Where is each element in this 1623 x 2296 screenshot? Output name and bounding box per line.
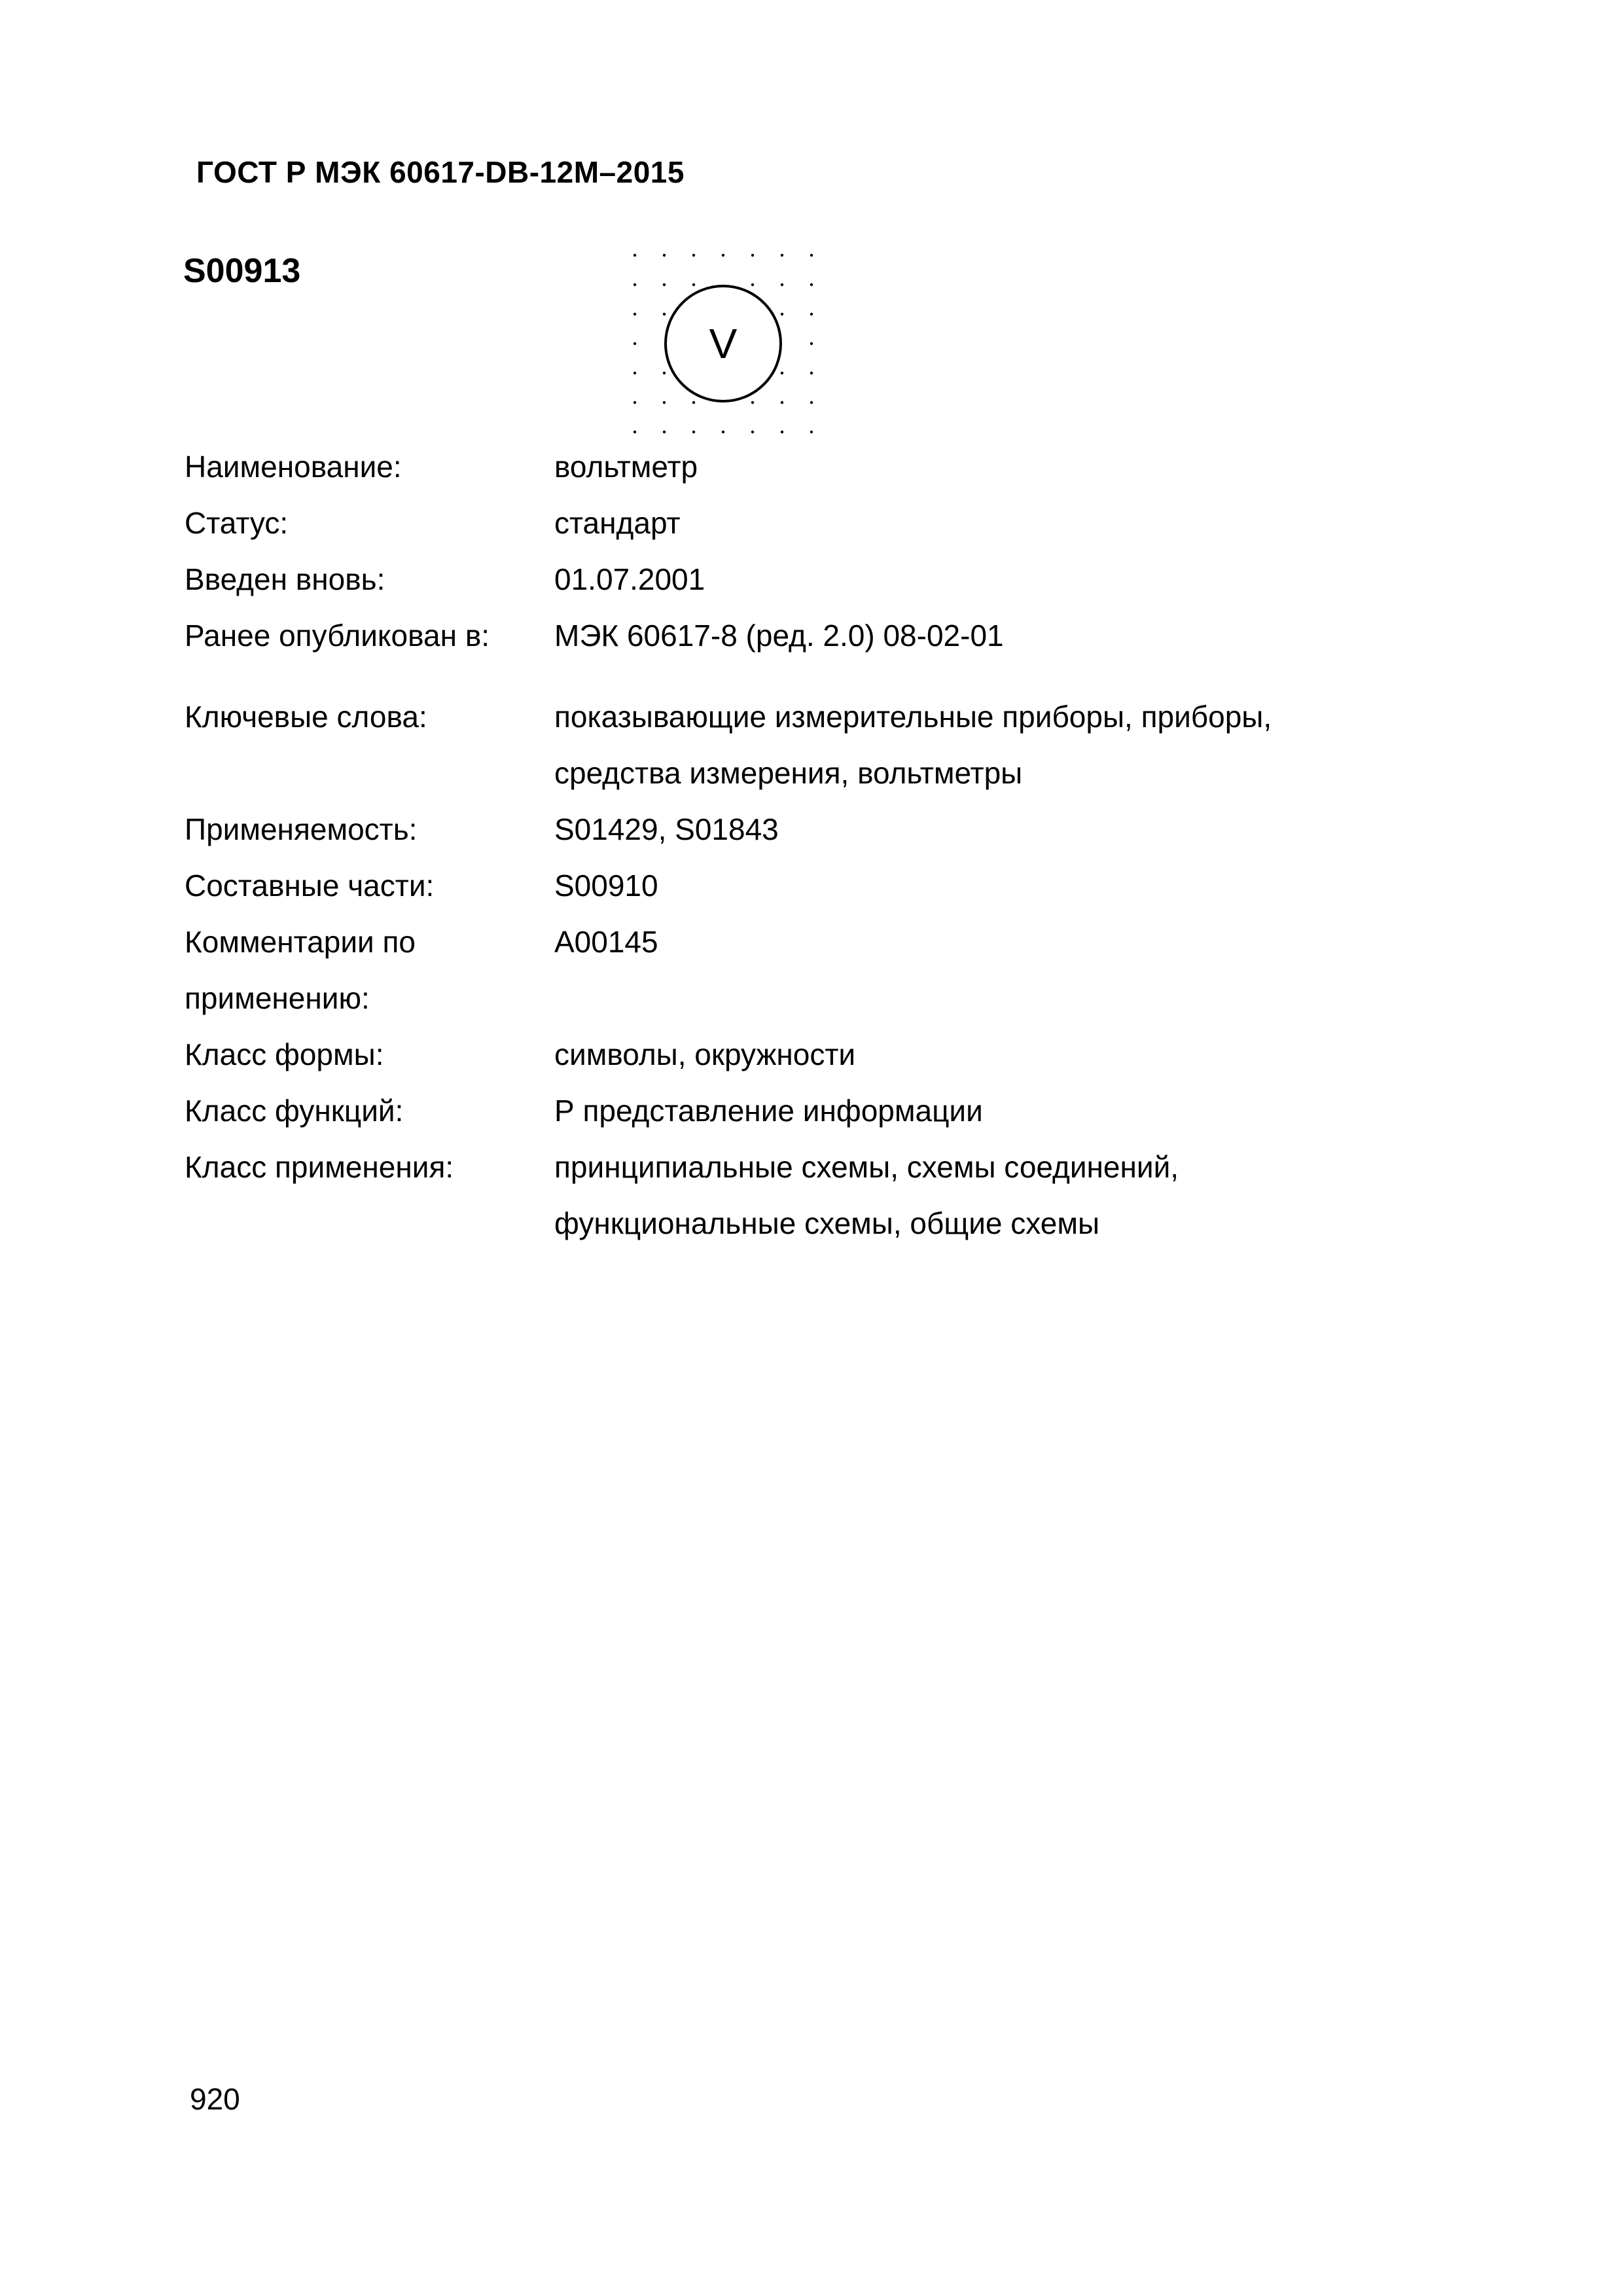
grid-dot xyxy=(663,254,666,257)
property-value-line: средства измерения, вольтметры xyxy=(554,756,1023,790)
property-value-line: 01.07.2001 xyxy=(554,562,705,596)
grid-dot xyxy=(663,283,666,286)
property-label: Класс формы: xyxy=(185,1037,384,1071)
grid-dot xyxy=(810,372,813,374)
grid-dot xyxy=(781,401,783,404)
property-value-line: функциональные схемы, общие схемы xyxy=(554,1206,1100,1240)
property-value-line: символы, окружности xyxy=(554,1037,856,1071)
grid-dot xyxy=(810,254,813,257)
property-value-line: стандарт xyxy=(554,506,681,540)
grid-dot xyxy=(633,283,636,286)
property-value-line: МЭК 60617-8 (ред. 2.0) 08-02-01 xyxy=(554,619,1004,653)
property-value xyxy=(554,551,1428,607)
property-value xyxy=(554,1026,1428,1083)
grid-dot xyxy=(722,254,724,257)
voltmeter-symbol-icon xyxy=(628,249,818,439)
property-label: Наименование: xyxy=(185,450,402,484)
grid-dot xyxy=(633,372,636,374)
symbol-code: S00913 xyxy=(183,252,301,290)
property-row xyxy=(185,551,1428,607)
property-value xyxy=(554,607,1428,664)
grid-dot xyxy=(810,283,813,286)
property-value xyxy=(554,1083,1428,1139)
property-value-line: вольтметр xyxy=(554,450,698,484)
property-value-line: A00145 xyxy=(554,925,658,959)
property-row xyxy=(185,1083,1428,1139)
property-value-line: S01429, S01843 xyxy=(554,812,779,846)
grid-dot xyxy=(751,254,754,257)
grid-dot xyxy=(751,283,754,286)
grid-dot xyxy=(633,313,636,315)
grid-dot xyxy=(633,342,636,345)
property-label: Применяемость: xyxy=(185,812,418,846)
property-value xyxy=(554,495,1428,551)
grid-dot xyxy=(633,431,636,433)
properties-list xyxy=(185,439,1428,1251)
grid-dot xyxy=(751,431,754,433)
property-row xyxy=(185,1139,1428,1251)
grid-dot xyxy=(722,431,724,433)
grid-dot xyxy=(781,254,783,257)
property-value-line: принципиальные схемы, схемы соединений, xyxy=(554,1150,1179,1184)
property-label: Статус: xyxy=(185,506,289,540)
grid-dot xyxy=(781,431,783,433)
property-row xyxy=(185,914,1428,1026)
grid-dot xyxy=(781,313,783,315)
property-label-line: применению: xyxy=(185,981,370,1015)
grid-dot xyxy=(810,342,813,345)
property-value xyxy=(554,914,1428,970)
grid-dot xyxy=(810,313,813,315)
property-value-line: показывающие измерительные приборы, приборы, xyxy=(554,700,1272,734)
symbol-letter: V xyxy=(709,320,738,367)
grid-dot xyxy=(633,401,636,404)
property-value-line: Р представление информации xyxy=(554,1094,983,1128)
property-row xyxy=(185,607,1428,664)
property-value xyxy=(554,857,1428,914)
property-value xyxy=(554,801,1428,857)
grid-dot xyxy=(663,431,666,433)
property-row xyxy=(185,689,1428,801)
property-value xyxy=(554,1139,1428,1251)
property-label: Ранее опубликован в: xyxy=(185,619,490,653)
grid-dot xyxy=(781,372,783,374)
grid-dot xyxy=(663,401,666,404)
symbol-drawing xyxy=(628,249,818,439)
grid-dot xyxy=(781,283,783,286)
property-label: Ключевые слова: xyxy=(185,700,427,734)
grid-dot xyxy=(692,431,695,433)
grid-dot xyxy=(810,401,813,404)
property-label xyxy=(185,914,554,1026)
property-label: Составные части: xyxy=(185,869,435,903)
property-value xyxy=(554,689,1428,801)
grid-dot xyxy=(633,254,636,257)
property-value xyxy=(554,439,1428,495)
grid-dot xyxy=(663,313,666,315)
property-label-line: Комментарии по xyxy=(185,925,416,959)
grid-dot xyxy=(663,372,666,374)
grid-dot xyxy=(692,283,695,286)
grid-dot xyxy=(751,401,754,404)
grid-dot xyxy=(810,431,813,433)
property-row xyxy=(185,1026,1428,1083)
property-row xyxy=(185,801,1428,857)
property-label: Введен вновь: xyxy=(185,562,385,596)
property-label: Класс функций: xyxy=(185,1094,404,1128)
property-value-line: S00910 xyxy=(554,869,658,903)
property-row xyxy=(185,439,1428,495)
document-header: ГОСТ Р МЭК 60617-DB-12M–2015 xyxy=(196,155,685,189)
grid-dot xyxy=(692,401,695,404)
grid-dot xyxy=(692,254,695,257)
property-label: Класс применения: xyxy=(185,1150,454,1184)
page-number: 920 xyxy=(190,2082,240,2116)
property-row xyxy=(185,857,1428,914)
property-row xyxy=(185,495,1428,551)
